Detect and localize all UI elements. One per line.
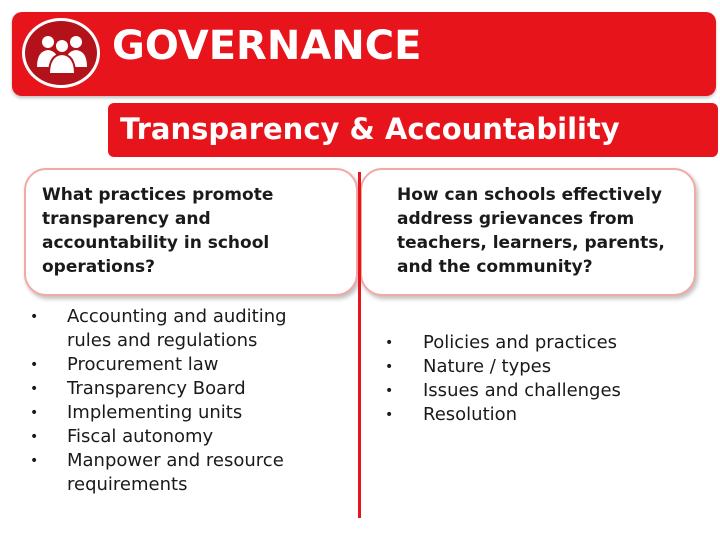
bullet: • xyxy=(385,359,394,375)
list-item xyxy=(385,331,685,355)
bullet: • xyxy=(30,381,39,397)
list-item xyxy=(30,401,320,425)
bullet: • xyxy=(30,453,39,469)
list-item xyxy=(30,449,320,497)
list-item-text: Transparency Board xyxy=(67,378,246,399)
bullet: • xyxy=(30,429,39,445)
list-item-text: Issues and challenges xyxy=(423,380,621,401)
list-item xyxy=(30,305,320,353)
list-item xyxy=(30,425,320,449)
list-item-text: Accounting and auditing rules and regulations xyxy=(67,306,287,351)
left-question: What practices promote transparency and accountability in school operations? xyxy=(42,185,274,277)
bullet: • xyxy=(30,405,39,421)
list-item-text: Resolution xyxy=(423,404,518,425)
list-item xyxy=(385,355,685,379)
subtitle-bar xyxy=(108,103,718,157)
right-bullet-list xyxy=(385,331,685,427)
column-divider xyxy=(358,172,361,518)
list-item xyxy=(385,403,685,427)
logo xyxy=(22,18,100,88)
bullet: • xyxy=(385,383,394,399)
list-item-text: Manpower and resource requirements xyxy=(67,450,284,495)
list-item-text: Procurement law xyxy=(67,354,219,375)
bullet: • xyxy=(30,309,39,325)
bullet: • xyxy=(385,335,394,351)
left-bullet-list xyxy=(30,305,320,497)
page-title: GOVERNANCE xyxy=(112,23,422,69)
right-question: How can schools effectively address grievances from teachers, learners, parents, and the community? xyxy=(397,185,665,277)
list-item-text: Policies and practices xyxy=(423,332,618,353)
bullet: • xyxy=(385,407,394,423)
list-item-text: Fiscal autonomy xyxy=(67,426,214,447)
subtitle: Transparency & Accountability xyxy=(120,112,620,146)
people-group-icon xyxy=(34,33,90,75)
bullet: • xyxy=(30,357,39,373)
list-item xyxy=(30,377,320,401)
list-item xyxy=(30,353,320,377)
list-item-text: Implementing units xyxy=(67,402,243,423)
list-item xyxy=(385,379,685,403)
list-item-text: Nature / types xyxy=(423,356,552,377)
